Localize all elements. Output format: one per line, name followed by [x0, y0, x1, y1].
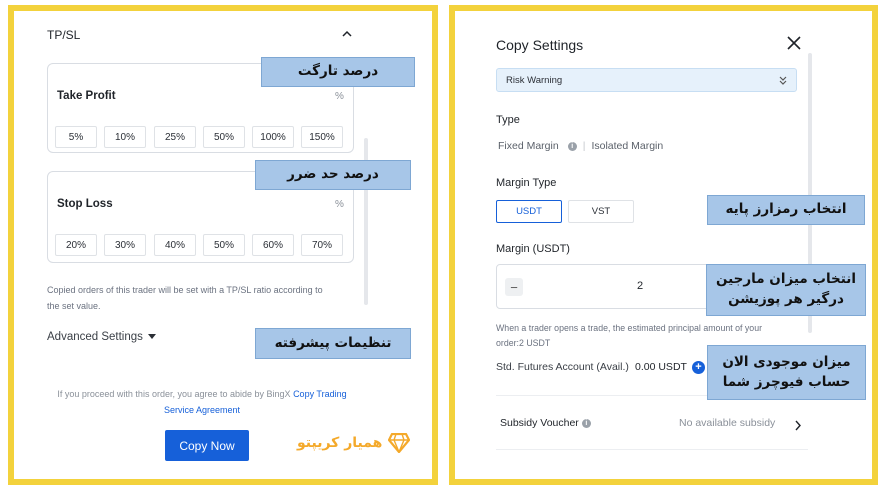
- stop-loss-unit: %: [335, 199, 344, 210]
- take-profit-unit: %: [335, 91, 344, 102]
- divider: [496, 449, 808, 450]
- callout-stop-loss-percent: درصد حد ضرر: [255, 160, 411, 190]
- margin-type-label: Margin Type: [496, 177, 557, 189]
- agreement-text: [47, 386, 357, 418]
- isolated-margin-label: Isolated Margin: [591, 140, 664, 152]
- callout-position-margin-line1: انتخاب میزان مارجین: [716, 271, 856, 288]
- margin-value[interactable]: 2: [637, 280, 644, 292]
- callout-futures-balance: [707, 345, 866, 400]
- subsidy-voucher-label: [500, 417, 591, 429]
- tpsl-section-title: TP/SL: [47, 28, 81, 42]
- double-chevron-down-icon: [779, 76, 787, 85]
- copy-settings-title: Copy Settings: [496, 37, 584, 53]
- stop-loss-option-60[interactable]: 60%: [252, 234, 294, 256]
- brand-logo: [297, 433, 410, 453]
- type-values: [498, 140, 663, 152]
- stop-loss-option-20[interactable]: 20%: [55, 234, 97, 256]
- brand-logo-text: همیار کریپتو: [297, 435, 383, 451]
- margin-note-line1: When a trader opens a trade, the estimated principal amount of your: [496, 323, 763, 333]
- copy-trading-link[interactable]: Copy Trading: [293, 389, 347, 399]
- stop-loss-option-40[interactable]: 40%: [154, 234, 196, 256]
- callout-base-currency: انتخاب رمزارز پایه: [707, 195, 865, 225]
- take-profit-option-5[interactable]: 5%: [55, 126, 97, 148]
- diamond-logo-icon: [388, 433, 410, 453]
- agreement-prefix: If you proceed with this order, you agree to abide by BingX: [57, 389, 291, 399]
- copy-now-button[interactable]: Copy Now: [165, 430, 249, 461]
- stop-loss-option-70[interactable]: 70%: [301, 234, 343, 256]
- copy-settings-panel: [449, 5, 878, 485]
- margin-stepper[interactable]: [496, 264, 740, 309]
- take-profit-option-10[interactable]: 10%: [104, 126, 146, 148]
- margin-type-vst[interactable]: VST: [568, 200, 634, 223]
- tpsl-note: [47, 282, 357, 314]
- minus-button[interactable]: −: [505, 278, 523, 296]
- take-profit-option-25[interactable]: 25%: [154, 126, 196, 148]
- info-icon[interactable]: i: [568, 142, 577, 151]
- margin-type-usdt[interactable]: USDT: [496, 200, 562, 223]
- callout-futures-balance-line2: حساب فیوچرز شما: [722, 373, 851, 390]
- tpsl-note-line2: the set value.: [47, 301, 101, 311]
- advanced-settings-label: Advanced Settings: [47, 331, 143, 343]
- tpsl-panel: [8, 5, 438, 485]
- caret-down-icon: [148, 334, 156, 340]
- risk-warning-banner[interactable]: [496, 68, 797, 92]
- type-separator: |: [582, 140, 586, 152]
- tpsl-note-line1: Copied orders of this trader will be set with a TP/SL ratio according to: [47, 285, 323, 295]
- callout-advanced-settings: تنظیمات پیشرفته: [255, 328, 411, 359]
- subsidy-voucher-text: Subsidy Voucher: [500, 417, 579, 429]
- callout-position-margin-line2: درگیر هر پوزیشن: [728, 291, 844, 307]
- type-label: Type: [496, 114, 520, 126]
- take-profit-title: Take Profit: [57, 90, 116, 102]
- stop-loss-option-30[interactable]: 30%: [104, 234, 146, 256]
- take-profit-option-50[interactable]: 50%: [203, 126, 245, 148]
- add-funds-icon[interactable]: +: [692, 361, 705, 374]
- risk-warning-label: Risk Warning: [506, 74, 563, 86]
- advanced-settings-toggle[interactable]: [47, 331, 156, 343]
- account-value: 0.00 USDT: [635, 361, 687, 373]
- chevron-right-icon[interactable]: [794, 418, 802, 436]
- close-icon[interactable]: [786, 35, 802, 51]
- chevron-up-icon[interactable]: [340, 27, 354, 41]
- take-profit-option-100[interactable]: 100%: [252, 126, 294, 148]
- take-profit-option-150[interactable]: 150%: [301, 126, 343, 148]
- info-icon[interactable]: i: [582, 419, 591, 428]
- margin-note-line2: order:2 USDT: [496, 338, 551, 348]
- callout-position-margin: [706, 264, 866, 316]
- callout-futures-balance-line1: میزان موجودی الان: [722, 353, 851, 370]
- subsidy-voucher-value[interactable]: No available subsidy: [679, 417, 776, 429]
- fixed-margin-label: Fixed Margin: [498, 140, 559, 152]
- callout-target-percent: درصد تارگت: [261, 57, 415, 87]
- service-agreement-link[interactable]: Service Agreement: [163, 405, 241, 415]
- account-label: Std. Futures Account (Avail.): [496, 361, 629, 373]
- stop-loss-option-50[interactable]: 50%: [203, 234, 245, 256]
- margin-label: Margin (USDT): [496, 243, 570, 255]
- stop-loss-title: Stop Loss: [57, 198, 113, 210]
